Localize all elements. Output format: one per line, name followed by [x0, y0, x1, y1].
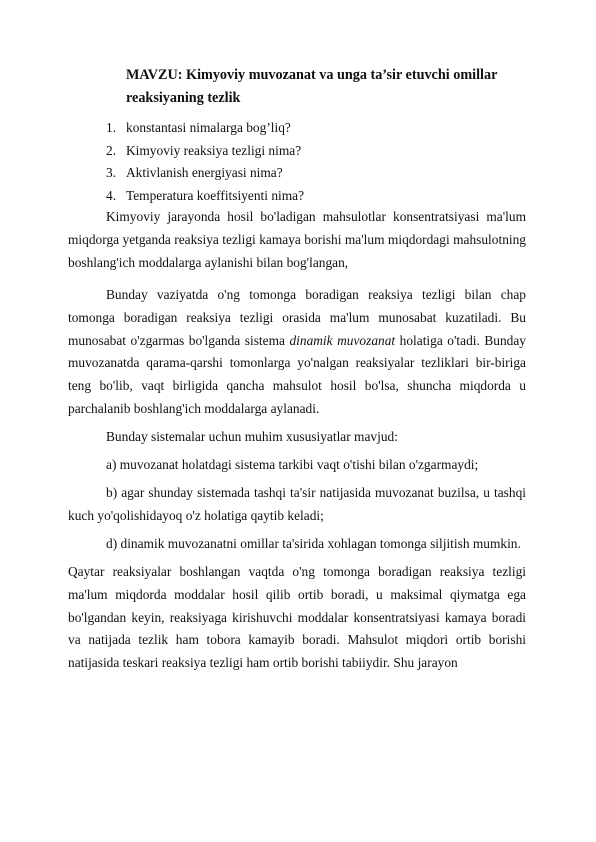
list-item-text: Kimyoviy reaksiya tezligi nima?	[126, 142, 302, 158]
paragraph-equilibrium	[68, 284, 526, 421]
document-title: MAVZU: Kimyoviy muvozanat va unga ta’sir etuvchi omillar reaksiyaning tezlik	[126, 67, 498, 106]
list-item-text: konstantasi nimalarga bog’liq?	[126, 120, 291, 135]
paragraph-reversible: Qaytar reaksiyalar boshlangan vaqtda o'ng tomonga boradigan reaksiya tezligi ma'lum miqdorda moddalar hosil qilib ortib boradi, u maksimal qiymatga ega bo'lgandan keyin, reaksiyaga kirishuvchi moddalar konsentratsiyasi kamaya boradi va natijada tezlik ham tobora kamayib boradi. Mahsulot miqdori ortib borishi natijasida teskari reaksiya tezligi ham ortib borishi tabiiydir. Shu jarayon	[68, 563, 526, 671]
list-item-number: 4.	[106, 187, 117, 203]
document-body	[68, 206, 526, 680]
paragraph-text: Bunday vaziyatda o'ng tomonga boradigan reaksiya tezligi bilan chap tomonga boradigan reaksiya tezligi orasida ma'lum munosabat kuzatiladi. Bu munosabat o'zgarmas bo'lganda sistema	[68, 286, 526, 348]
question-list	[106, 117, 526, 207]
list-item-text: Temperatura koeffitsiyenti nima?	[126, 187, 305, 203]
paragraph-property-a: a) muvozanat holatdagi sistema tarkibi vaqt o'tishi bilan o'zgarmaydi;	[106, 457, 479, 473]
list-item-text: Aktivlanish energiyasi nima?	[126, 165, 283, 180]
list-item-number: 1.	[106, 120, 117, 135]
paragraph-property-b: b) agar shunday sistemada tashqi ta'sir natijasida muvozanat buzilsa, u tashqi kuch yo'qolishidayoq o'z holatiga qaytib keladi;	[68, 484, 526, 523]
list-item	[106, 162, 526, 185]
list-item	[106, 185, 526, 208]
emphasis-term: dinamik muvozanat	[289, 332, 396, 348]
list-item	[106, 117, 526, 140]
list-item	[106, 140, 526, 163]
paragraph-property-d: d) dinamik muvozanatni omillar ta'sirida xohlagan tomonga siljitish mumkin.	[106, 535, 521, 551]
paragraph-intro: Kimyoviy jarayonda hosil bo'ladigan mahsulotlar konsentratsiyasi ma'lum miqdorga yetganda reaksiya tezligi kamaya borishi ma'lum miqdordagi mahsulotning boshlang'ich moddalarga aylanishi bilan bog'langan,	[68, 209, 526, 270]
paragraph-properties: Bunday sistemalar uchun muhim xususiyatlar mavjud:	[106, 429, 398, 445]
list-item-number: 3.	[106, 165, 117, 180]
list-item-number: 2.	[106, 142, 117, 158]
paragraph-text: holatiga o'tadi. Bunday muvozanatda qarama-qarshi tomonlarga yo'nalgan reaksiyalar tezliklari bir-biriga teng bo'lib, vaqt birligida qancha mahsulot hosil bo'lsa, shuncha miqdorda u parchalanib boshlang'ich moddalarga aylanadi.	[68, 332, 527, 417]
